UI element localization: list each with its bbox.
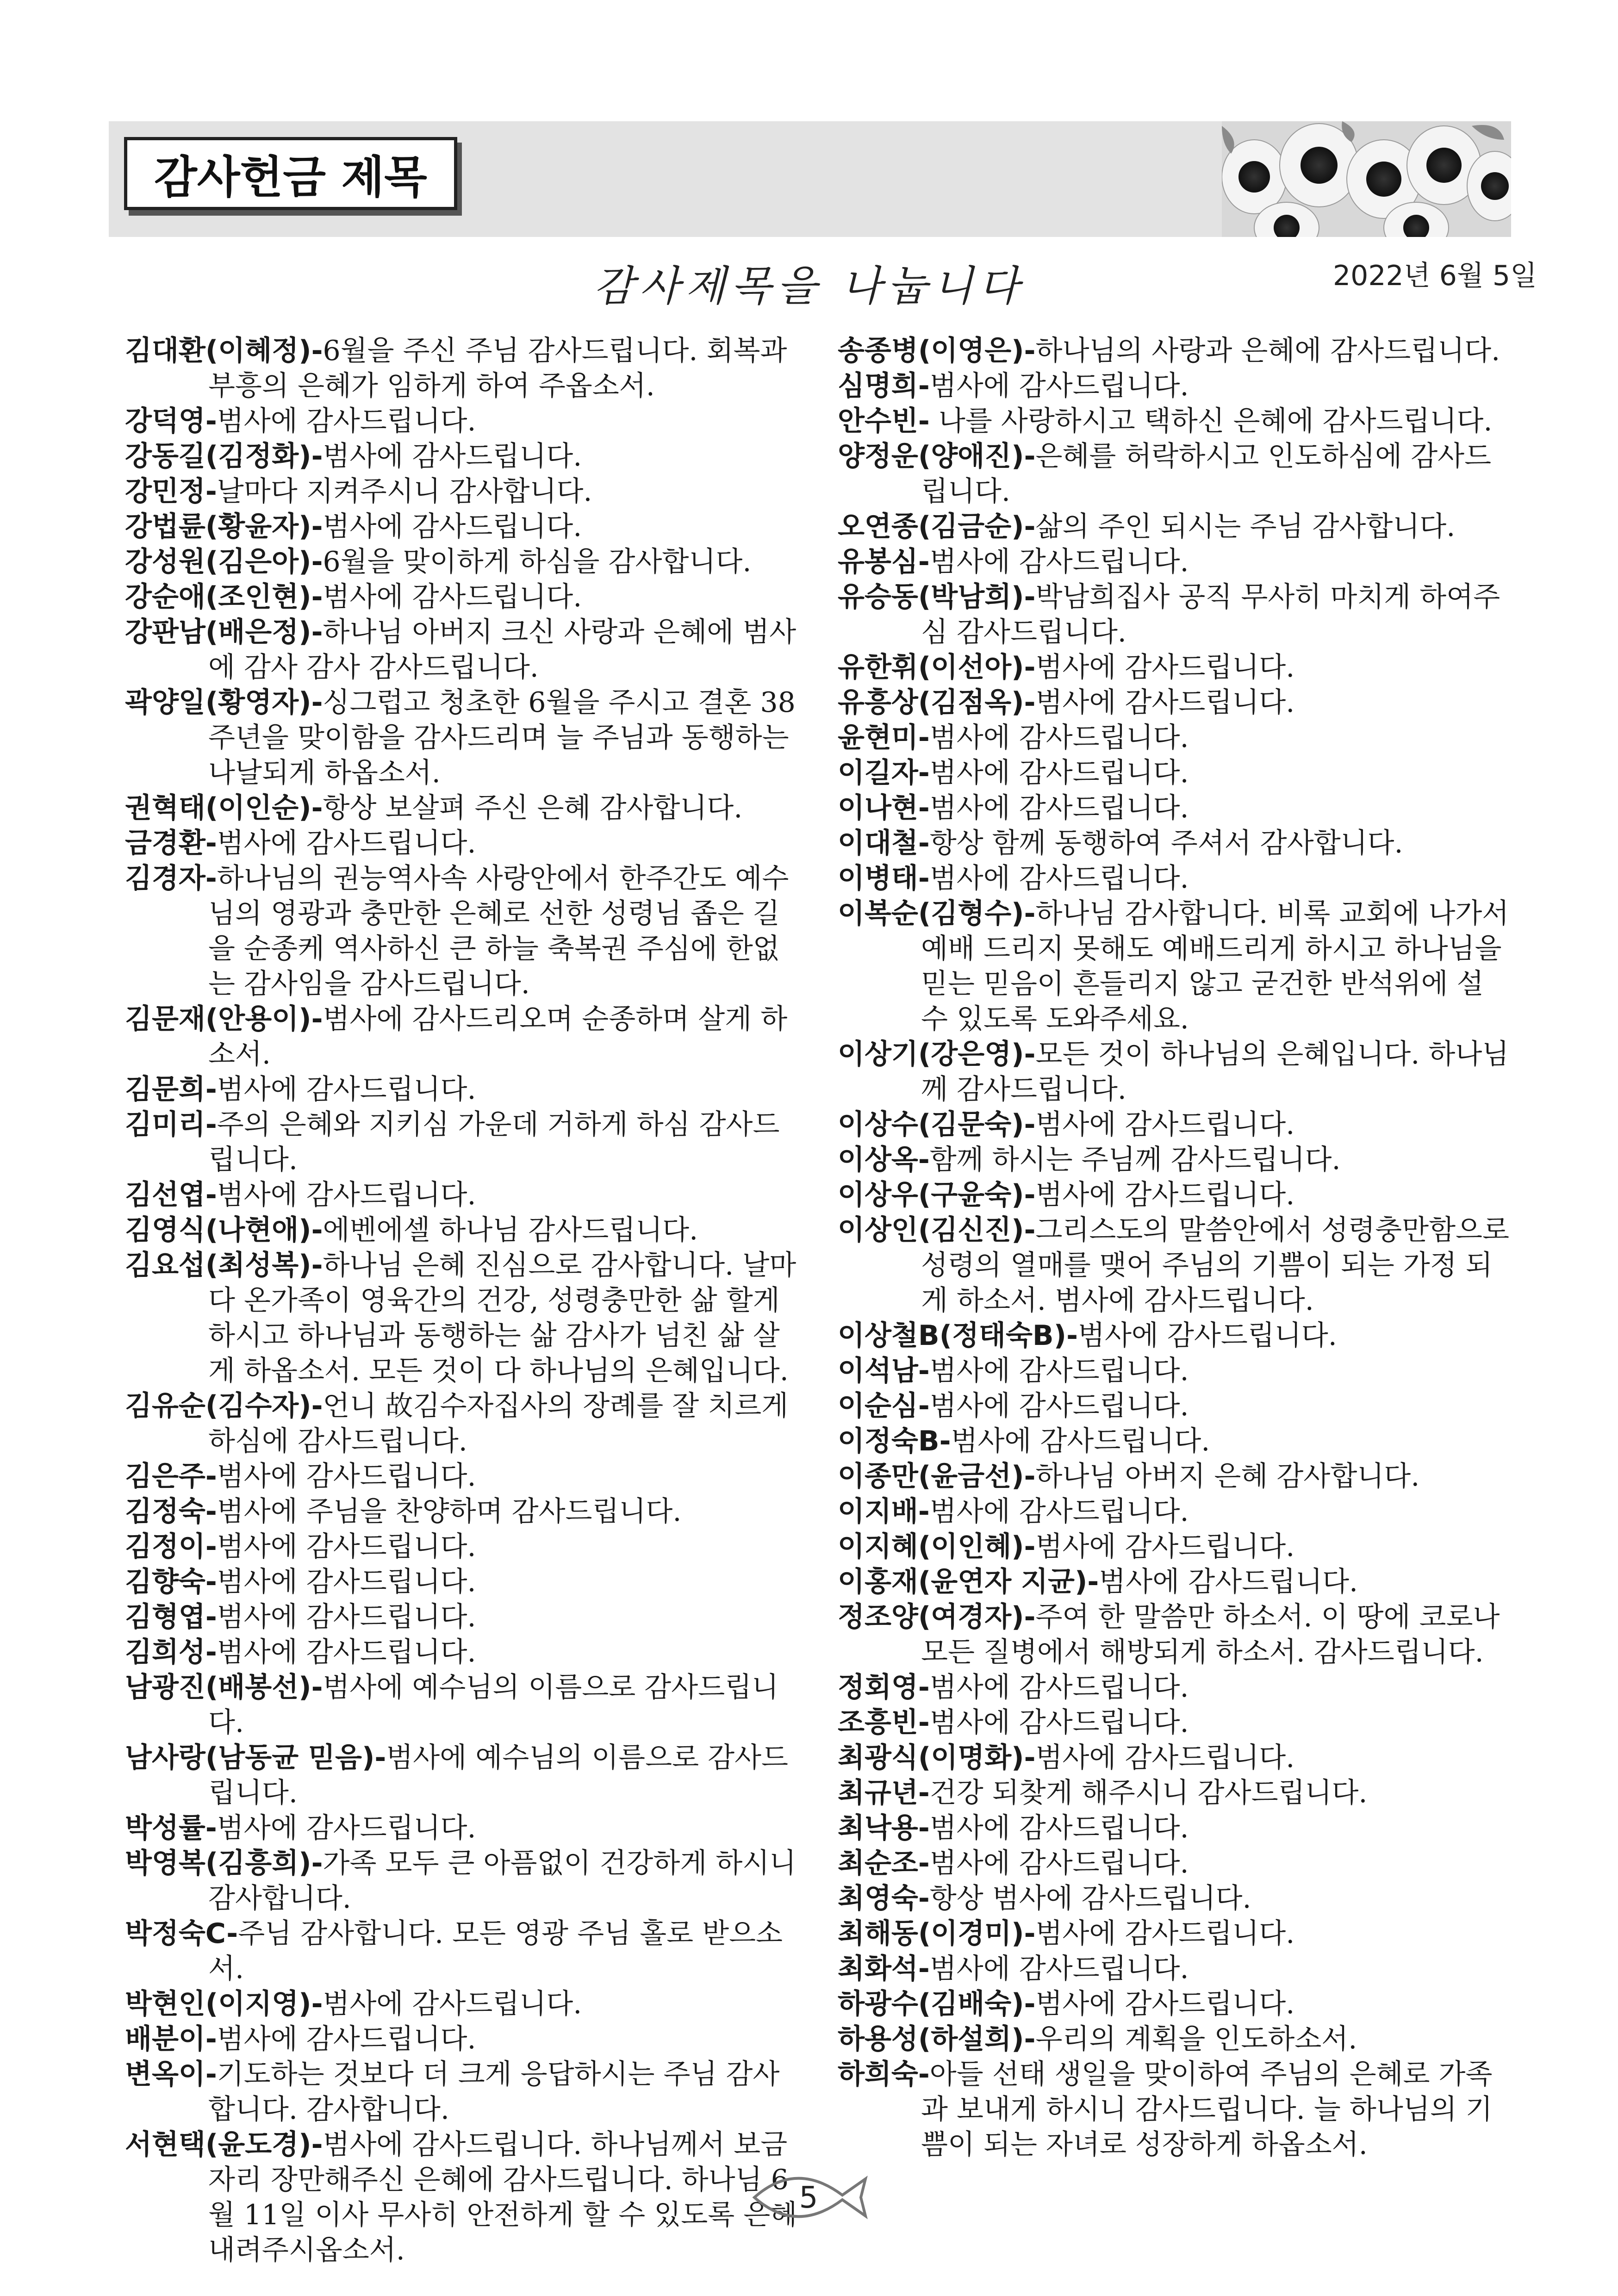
thanks-entry: [838, 1107, 1513, 1142]
donor-name: 남사랑(남동균 믿음)-: [125, 1742, 386, 1774]
donor-name: 강판남(배은정)-: [125, 616, 323, 648]
donor-name: 박현인(이지영)-: [125, 1988, 323, 2020]
thanks-message: 그리스도의 말씀안에서 성령충만함으로 성령의 열매를 맺어 주님의 기쁨이 되는 가정 되게 하소서. 범사에 감사드립니다.: [921, 1214, 1509, 1317]
thanks-entry: [125, 1213, 805, 1248]
thanks-message: 범사에 주님을 찬양하며 감사드립니다.: [217, 1495, 682, 1528]
thanks-message: 범사에 감사드립니다.: [929, 862, 1189, 895]
donor-name: 이종만(윤금선)-: [838, 1460, 1036, 1493]
thanks-entry: [838, 579, 1513, 650]
thanks-entry: [838, 1670, 1513, 1705]
thanks-message: 언니 故김수자집사의 장례를 잘 치르게 하심에 감사드립니다.: [208, 1390, 789, 1457]
donor-name: 정조양(여경자)-: [838, 1601, 1036, 1633]
donor-name: 정회영-: [838, 1671, 930, 1704]
thanks-message: 범사에 감사드립니다.: [217, 2023, 476, 2055]
thanks-entry: [125, 579, 805, 615]
thanks-entry: [125, 1811, 805, 1846]
thanks-message: 범사에 감사드립니다.: [1035, 1917, 1295, 1950]
donor-name: 강민정-: [125, 475, 217, 508]
donor-name: 이상옥-: [838, 1144, 930, 1176]
thanks-message: 주님 감사합니다. 모든 영광 주님 홀로 받으소서.: [208, 1917, 783, 1985]
thanks-message: 범사에 감사드립니다.: [1035, 1988, 1295, 2020]
donor-name: 강법륜(황윤자)-: [125, 510, 323, 543]
thanks-message: 나를 사랑하시고 택하신 은혜에 감사드립니다.: [929, 405, 1493, 437]
donor-name: 하용성(하설희)-: [838, 2023, 1036, 2055]
thanks-entry: [838, 1459, 1513, 1494]
subtitle: 감사제목을 나눕니다: [593, 262, 1025, 311]
donor-name: 이상인(김신진)-: [838, 1214, 1036, 1246]
thanks-entry: [125, 1635, 805, 1670]
donor-name: 이길자-: [838, 757, 930, 789]
thanks-entry: [838, 544, 1513, 579]
donor-name: 이상기(강은영)-: [838, 1038, 1036, 1070]
thanks-entry: [838, 404, 1513, 439]
donor-name: 김정숙-: [125, 1495, 217, 1528]
thanks-message: 주의 은혜와 지키심 가운데 거하게 하심 감사드립니다.: [208, 1108, 780, 1176]
donor-name: 조흥빈-: [838, 1706, 930, 1739]
thanks-message: 범사에 감사드립니다.: [1035, 651, 1295, 684]
thanks-entry: [838, 1318, 1513, 1353]
thanks-entry: [125, 1248, 805, 1388]
thanks-message: 범사에 감사드립니다.: [929, 1671, 1189, 1704]
thanks-message: 범사에 감사드립니다.: [929, 1812, 1189, 1844]
thanks-message: 범사에 감사드립니다.: [929, 792, 1189, 824]
donor-name: 이복순(김형수)-: [838, 897, 1036, 930]
page-number: 5: [799, 2181, 818, 2215]
thanks-message: 범사에 감사드립니다.: [217, 1460, 476, 1493]
thanks-message: 범사에 감사드립니다.: [929, 1495, 1189, 1528]
thanks-message: 범사에 감사드립니다.: [217, 1636, 476, 1668]
donor-name: 강성원(김은아)-: [125, 546, 323, 578]
thanks-message: 범사에 감사드립니다.: [929, 1847, 1189, 1879]
thanks-message: 범사에 감사드립니다.: [217, 1601, 476, 1633]
thanks-entry: [838, 2057, 1513, 2162]
thanks-entry: [838, 650, 1513, 685]
donor-name: 권혁태(이인순)-: [125, 792, 323, 824]
thanks-message: 범사에 감사드립니다.: [217, 1812, 476, 1844]
thanks-entry: [125, 826, 805, 861]
thanks-message: 범사에 감사드립니다.: [1035, 1108, 1295, 1141]
donor-name: 이상수(김문숙)-: [838, 1108, 1036, 1141]
donor-name: 배분이-: [125, 2023, 217, 2055]
thanks-entry: [838, 509, 1513, 544]
donor-name: 강동길(김정화)-: [125, 440, 323, 473]
thanks-message: 기도하는 것보다 더 크게 응답하시는 주님 감사합니다. 감사합니다.: [208, 2058, 780, 2126]
thanks-entry: [838, 1881, 1513, 1916]
thanks-entry: [838, 1177, 1513, 1213]
thanks-message: 하나님 아버지 은혜 감사합니다.: [1035, 1460, 1420, 1493]
donor-name: 이병태-: [838, 862, 930, 895]
thanks-message: 싱그럽고 청초한 6월을 주시고 결혼 38주년을 맞이함을 감사드리며 늘 주님과 동행하는 나날되게 하옵소서.: [208, 686, 796, 789]
donor-name: 이지혜(이인혜)-: [838, 1531, 1036, 1563]
thanks-message: 범사에 감사드립니다.: [1035, 1531, 1295, 1563]
thanks-entry: [125, 615, 805, 685]
thanks-message: 함께 하시는 주님께 감사드립니다.: [929, 1144, 1341, 1176]
sunflower-image: [1222, 121, 1511, 237]
thanks-entry: [125, 333, 805, 404]
thanks-entry: [838, 1388, 1513, 1424]
thanks-entry: [838, 1916, 1513, 1951]
donor-name: 강덕영-: [125, 405, 217, 437]
donor-name: 양정운(양애진)-: [838, 440, 1036, 473]
donor-name: 김선엽-: [125, 1179, 217, 1211]
thanks-message: 범사에 감사드립니다.: [217, 1566, 476, 1598]
thanks-message: 항상 함께 동행하여 주셔서 감사합니다.: [929, 827, 1403, 859]
thanks-message: 범사에 감사드립니다.: [929, 722, 1189, 754]
thanks-entry: [838, 368, 1513, 404]
thanks-entry: [838, 2022, 1513, 2057]
donor-name: 김정이-: [125, 1531, 217, 1563]
thanks-message: 삶의 주인 되시는 주님 감사합니다.: [1035, 510, 1456, 543]
thanks-entry: [838, 1529, 1513, 1564]
thanks-entry: [125, 1002, 805, 1072]
thanks-message: 범사에 감사드리오며 순종하며 살게 하소서.: [208, 1003, 788, 1070]
donor-name: 김형엽-: [125, 1601, 217, 1633]
thanks-message: 우리의 계획을 인도하소서.: [1035, 2023, 1357, 2055]
thanks-message: 날마다 지켜주시니 감사합니다.: [217, 475, 592, 508]
thanks-entry: [838, 1740, 1513, 1775]
thanks-entry: [838, 1142, 1513, 1177]
donor-name: 오연종(김금순)-: [838, 510, 1036, 543]
donor-name: 최영숙-: [838, 1882, 930, 1915]
donor-name: 김향숙-: [125, 1566, 217, 1598]
donor-name: 이상철B(정태숙B)-: [838, 1319, 1078, 1352]
thanks-entry: [125, 1564, 805, 1599]
donor-name: 이지배-: [838, 1495, 930, 1528]
thanks-message: 6월을 맞이하게 하심을 감사합니다.: [323, 546, 752, 578]
thanks-entry: [838, 1846, 1513, 1881]
thanks-entry: [125, 1177, 805, 1213]
thanks-entry: [838, 1705, 1513, 1740]
thanks-message: 하나님 아버지 크신 사랑과 은혜에 범사에 감사 감사 감사드립니다.: [208, 616, 797, 684]
thanks-entry: [125, 1986, 805, 2022]
thanks-message: 범사에 감사드립니다.: [1035, 686, 1295, 719]
donor-name: 김은주-: [125, 1460, 217, 1493]
donor-name: 박정숙C-: [125, 1917, 238, 1950]
thanks-message: 범사에 감사드립니다.: [929, 370, 1189, 402]
thanks-entry: [125, 1670, 805, 1740]
donor-name: 남광진(배봉선)-: [125, 1671, 323, 1704]
thanks-entry: [838, 1951, 1513, 1986]
thanks-entry: [838, 1599, 1513, 1670]
thanks-entry: [125, 1599, 805, 1635]
donor-name: 김문재(안용이)-: [125, 1003, 323, 1035]
thanks-entry: [838, 720, 1513, 755]
donor-name: 곽양일(황영자)-: [125, 686, 323, 719]
thanks-entry: [838, 333, 1513, 368]
donor-name: 금경환-: [125, 827, 217, 859]
donor-name: 최화석-: [838, 1953, 930, 1985]
donor-name: 유한휘(이선아)-: [838, 651, 1036, 684]
thanks-entry: [125, 1529, 805, 1564]
thanks-entry: [125, 1494, 805, 1529]
donor-name: 이홍재(윤연자 지균)-: [838, 1566, 1099, 1598]
thanks-entry: [125, 861, 805, 1002]
thanks-message: 하나님의 사랑과 은혜에 감사드립니다.: [1035, 335, 1500, 367]
thanks-message: 범사에 감사드립니다.: [323, 1988, 582, 2020]
donor-name: 최순조-: [838, 1847, 930, 1879]
thanks-message: 아들 선태 생일을 맞이하여 주님의 은혜로 가족과 보내게 하시니 감사드립니다. 늘 하나님의 기쁨이 되는 자녀로 성장하게 하옵소서.: [921, 2058, 1493, 2161]
thanks-message: 범사에 예수님의 이름으로 감사드립니다.: [208, 1671, 779, 1739]
thanks-entry: [125, 1916, 805, 1986]
donor-name: 김문희-: [125, 1073, 217, 1106]
thanks-message: 항상 범사에 감사드립니다.: [929, 1882, 1251, 1915]
thanks-entry: [838, 896, 1513, 1037]
thanks-entry: [125, 1107, 805, 1177]
donor-name: 유승동(박남희)-: [838, 581, 1036, 613]
thanks-entry: [125, 1072, 805, 1107]
thanks-entry: [125, 1740, 805, 1811]
thanks-entry: [838, 685, 1513, 720]
thanks-message: 범사에 감사드립니다.: [1077, 1319, 1337, 1352]
thanks-entry: [125, 439, 805, 474]
sunflower-icon: [1222, 121, 1511, 237]
donor-name: 김영식(나현애)-: [125, 1214, 323, 1246]
thanks-entry: [125, 2057, 805, 2127]
donor-name: 유흥상(김점옥)-: [838, 686, 1036, 719]
donor-name: 이정숙B-: [838, 1425, 951, 1457]
thanks-entry: [838, 1811, 1513, 1846]
thanks-message: 범사에 감사드립니다.: [217, 1073, 476, 1106]
donor-name: 김유순(김수자)-: [125, 1390, 323, 1422]
thanks-entry: [838, 861, 1513, 896]
thanks-message: 에벤에셀 하나님 감사드립니다.: [323, 1214, 698, 1246]
issue-date: 2022년 6월 5일: [1333, 260, 1537, 292]
thanks-entry: [838, 1775, 1513, 1811]
thanks-entry: [125, 509, 805, 544]
donor-name: 최낙용-: [838, 1812, 930, 1844]
donor-name: 이상우(구윤숙)-: [838, 1179, 1036, 1211]
thanks-message: 범사에 감사드립니다.: [929, 1953, 1189, 1985]
donor-name: 김요섭(최성복)-: [125, 1249, 323, 1282]
donor-name: 하희숙-: [838, 2058, 930, 2091]
thanks-entry: [838, 439, 1513, 509]
donor-name: 하광수(김배숙)-: [838, 1988, 1036, 2020]
thanks-message: 범사에 감사드립니다.: [1099, 1566, 1358, 1598]
thanks-entry: [125, 1388, 805, 1459]
thanks-message: 범사에 감사드립니다.: [1035, 1179, 1295, 1211]
thanks-message: 범사에 감사드립니다.: [929, 1390, 1189, 1422]
thanks-message: 범사에 예수님의 이름으로 감사드립니다.: [208, 1742, 788, 1809]
thanks-message: 6월을 주신 주님 감사드립니다. 회복과 부흥의 은혜가 임하게 하여 주옵소서.: [208, 335, 787, 402]
thanks-message: 은혜를 허락하시고 인도하심에 감사드립니다.: [921, 440, 1492, 508]
donor-name: 박성률-: [125, 1812, 217, 1844]
thanks-entry: [125, 685, 805, 790]
thanks-message: 범사에 감사드립니다. 하나님께서 보금자리 장만해주신 은혜에 감사드립니다. 하나님 6월 11일 이사 무사히 안전하게 할 수 있도록 은혜 내려주시옵소서.: [208, 2128, 797, 2266]
thanks-entry: [838, 755, 1513, 790]
donor-name: 이석남-: [838, 1355, 930, 1387]
thanks-entry: [838, 1037, 1513, 1107]
donor-name: 최광식(이명화)-: [838, 1742, 1036, 1774]
thanks-entry: [838, 1986, 1513, 2022]
left-column: [125, 333, 805, 2268]
thanks-entry: [838, 790, 1513, 826]
donor-name: 윤현미-: [838, 722, 930, 754]
thanks-message: 범사에 감사드립니다.: [217, 1179, 476, 1211]
thanks-message: 항상 보살펴 주신 은혜 감사합니다.: [323, 792, 743, 824]
thanks-message: 범사에 감사드립니다.: [929, 757, 1189, 789]
thanks-entry: [838, 1353, 1513, 1388]
donor-name: 김대환(이혜정)-: [125, 335, 323, 367]
thanks-entry: [838, 1494, 1513, 1529]
thanks-message: 범사에 감사드립니다.: [323, 510, 582, 543]
thanks-entry: [125, 1459, 805, 1494]
donor-name: 김경자-: [125, 862, 217, 895]
thanks-message: 범사에 감사드립니다.: [929, 546, 1189, 578]
donor-name: 이대철-: [838, 827, 930, 859]
thanks-message: 범사에 감사드립니다.: [1035, 1742, 1295, 1774]
thanks-entry: [125, 2127, 805, 2268]
section-title-box: [124, 137, 457, 210]
thanks-message: 하나님 은혜 진심으로 감사합니다. 날마다 온가족이 영육간의 건강, 성령충만한 삶 할게 하시고 하나님과 동행하는 삶 감사가 넘친 삶 살게 하옵소서. 모든 것이 다 하나님의 은혜입니다.: [208, 1249, 797, 1387]
thanks-entry: [125, 790, 805, 826]
thanks-entry: [125, 544, 805, 579]
donor-name: 이나현-: [838, 792, 930, 824]
thanks-entry: [125, 1846, 805, 1916]
thanks-message: 건강 되찾게 해주시니 감사드립니다.: [929, 1777, 1368, 1809]
thanks-message: 주여 한 말씀만 하소서. 이 땅에 코로나 모든 질병에서 해방되게 하소서. 감사드립니다.: [921, 1601, 1500, 1668]
thanks-message: 모든 것이 하나님의 은혜입니다. 하나님께 감사드립니다.: [921, 1038, 1509, 1106]
donor-name: 변옥이-: [125, 2058, 217, 2091]
thanks-message: 범사에 감사드립니다.: [217, 405, 476, 437]
thanks-message: 하나님의 권능역사속 사랑안에서 한주간도 예수님의 영광과 충만한 은혜로 선한 성령님 좁은 길을 순종케 역사하신 큰 하늘 축복권 주심에 한없는 감사임을 감사드립니다.: [208, 862, 789, 1000]
thanks-entry: [838, 1564, 1513, 1599]
thanks-message: 범사에 감사드립니다.: [951, 1425, 1210, 1457]
donor-name: 박영복(김흥희)-: [125, 1847, 323, 1879]
donor-name: 서현택(윤도경)-: [125, 2128, 323, 2161]
thanks-entry: [838, 1424, 1513, 1459]
thanks-message: 범사에 감사드립니다.: [929, 1706, 1189, 1739]
donor-name: 최규년-: [838, 1777, 930, 1809]
donor-name: 유봉심-: [838, 546, 930, 578]
section-title: 감사헌금 제목: [154, 151, 427, 203]
thanks-entry: [125, 2022, 805, 2057]
donor-name: 김희성-: [125, 1636, 217, 1668]
thanks-entry: [125, 404, 805, 439]
thanks-message: 가족 모두 큰 아픔없이 건강하게 하시니 감사합니다.: [208, 1847, 797, 1915]
thanks-message: 범사에 감사드립니다.: [217, 1531, 476, 1563]
thanks-entry: [838, 1213, 1513, 1318]
donor-name: 송종병(이영은)-: [838, 335, 1036, 367]
thanks-message: 범사에 감사드립니다.: [929, 1355, 1189, 1387]
donor-name: 김미리-: [125, 1108, 217, 1141]
thanks-entry: [838, 826, 1513, 861]
thanks-message: 범사에 감사드립니다.: [217, 827, 476, 859]
right-column: [838, 333, 1513, 2162]
donor-name: 이순심-: [838, 1390, 930, 1422]
donor-name: 최해동(이경미)-: [838, 1917, 1036, 1950]
thanks-message: 하나님 감사합니다. 비록 교회에 나가서 예배 드리지 못해도 예배드리게 하시고 하나님을 믿는 믿음이 흔들리지 않고 굳건한 반석위에 설 수 있도록 도와주세요.: [921, 897, 1509, 1035]
thanks-message: 범사에 감사드립니다.: [323, 440, 582, 473]
donor-name: 심명희-: [838, 370, 930, 402]
thanks-entry: [125, 474, 805, 509]
donor-name: 안수빈-: [838, 405, 930, 437]
thanks-message: 범사에 감사드립니다.: [323, 581, 582, 613]
donor-name: 강순애(조인현)-: [125, 581, 323, 613]
thanks-message: 박남희집사 공직 무사히 마치게 하여주심 감사드립니다.: [921, 581, 1500, 648]
